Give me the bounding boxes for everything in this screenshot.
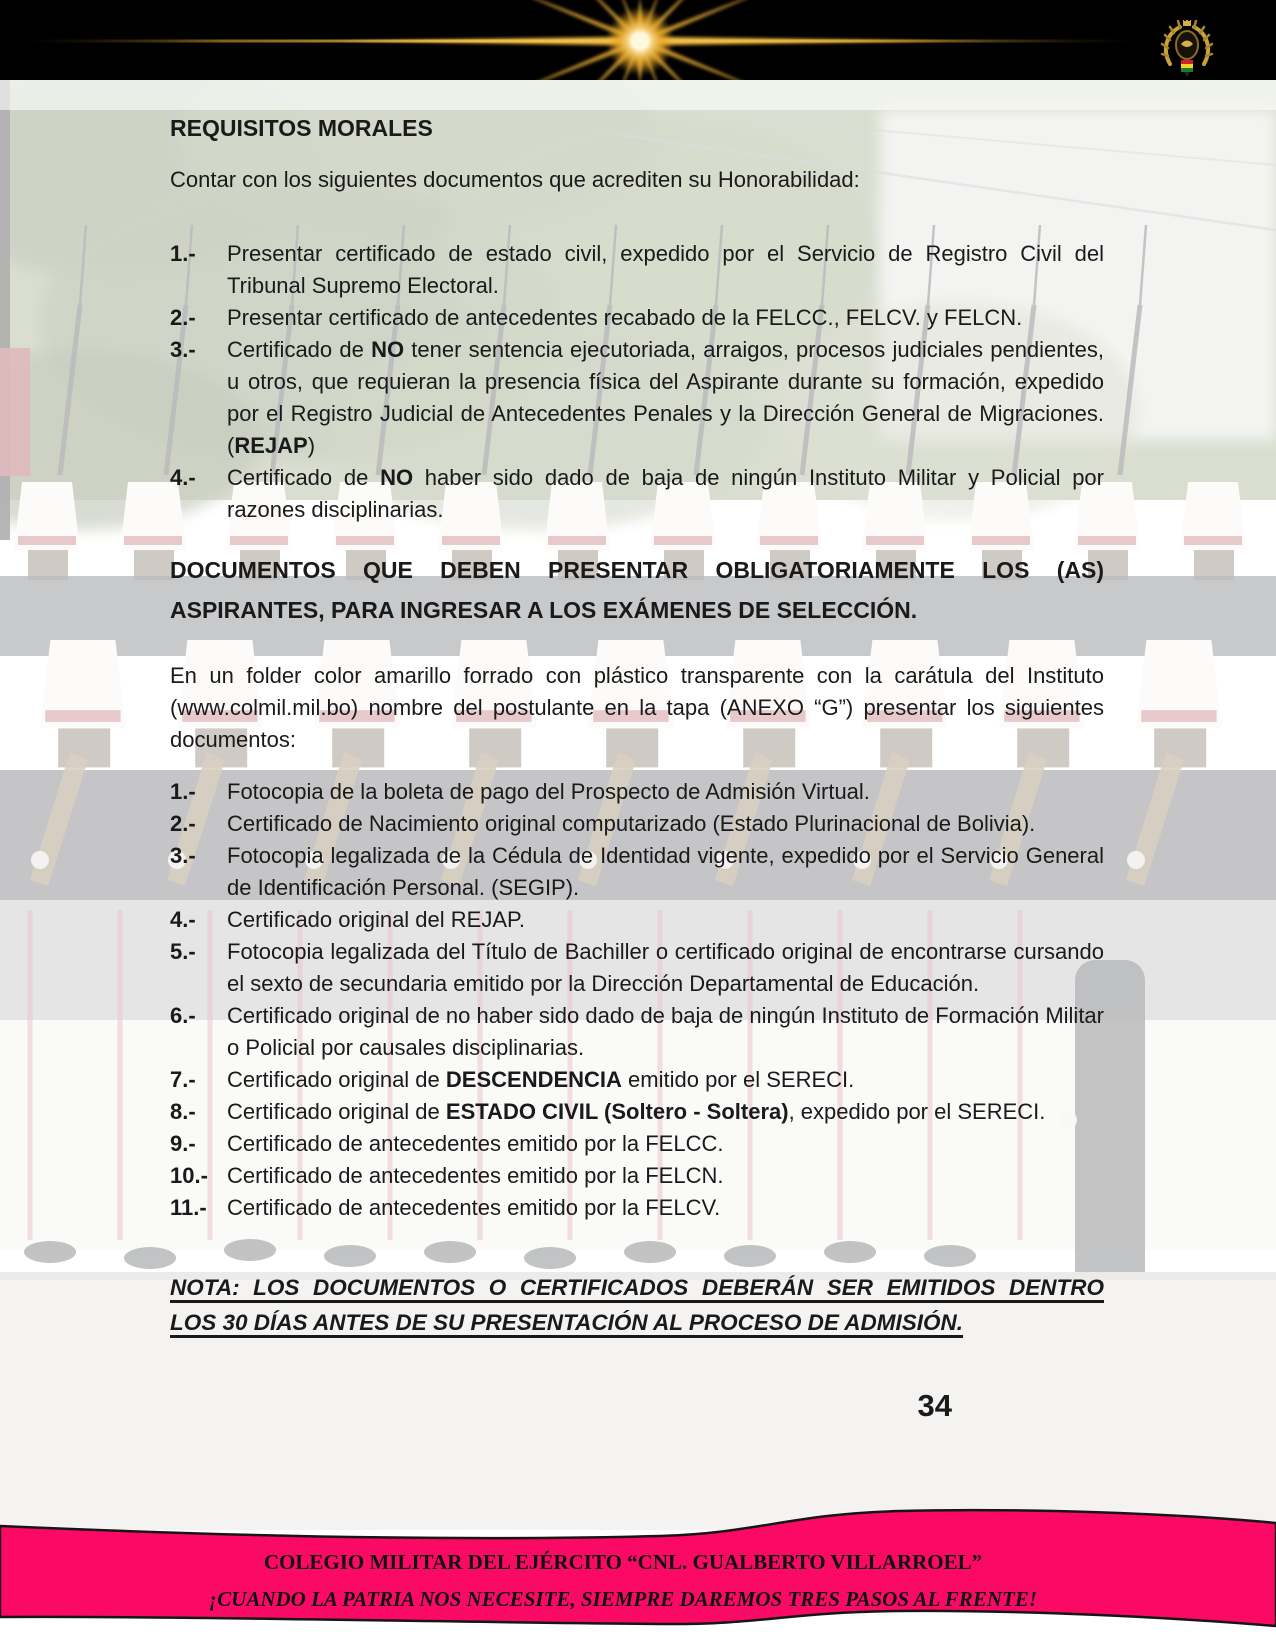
- list-item: [170, 1096, 1104, 1128]
- list-item-number: 1.-: [170, 241, 196, 266]
- list-item-text: Fotocopia de la boleta de pago del Prospecto de Admisión Virtual.: [227, 779, 870, 804]
- footer-college-name: COLEGIO MILITAR DEL EJÉRCITO “CNL. GUALBERTO VILLARROEL”: [263, 1550, 983, 1574]
- note-line1: NOTA: LOS DOCUMENTOS O CERTIFICADOS DEBERÁN SER EMITIDOS DENTRO: [170, 1275, 1104, 1300]
- list-item-number: 11.-: [170, 1195, 207, 1220]
- section1-title: REQUISITOS MORALES: [170, 115, 433, 141]
- note: [170, 1270, 1104, 1340]
- list-item-text: Fotocopia legalizada del Título de Bachiller o certificado original de encontrarse cursando el sexto de secundaria emitido por la Dirección Departamental de Educación.: [227, 939, 1104, 996]
- list-item-text: Fotocopia legalizada de la Cédula de Identidad vigente, expedido por el Servicio General de Identificación Personal. (SEGIP).: [227, 843, 1104, 900]
- list-item: [170, 1192, 1104, 1224]
- list-item: [170, 1128, 1104, 1160]
- list-item-text: Certificado de antecedentes emitido por la FELCC.: [227, 1131, 724, 1156]
- list-item-text: Certificado de NO tener sentencia ejecutoriada, arraigos, procesos judiciales pendientes, u otros, que requieran la presencia física del Aspirante durante su formación, expedido por el Registro Judicial de Antecedentes Penales y la Dirección General de Migraciones. (REJAP): [227, 337, 1104, 458]
- list-item: [170, 1064, 1104, 1096]
- list-item: [170, 1160, 1104, 1192]
- list-item-text: Presentar certificado de antecedentes recabado de la FELCC., FELCV. y FELCN.: [227, 305, 1023, 330]
- list-item: [170, 776, 1104, 808]
- light-flare-icon: [0, 0, 1276, 80]
- list-item-text: Certificado de NO haber sido dado de baja de ningún Instituto Militar y Policial por razones disciplinarias.: [227, 465, 1104, 522]
- list-item-text: Certificado original de ESTADO CIVIL (Soltero - Soltera), expedido por el SERECI.: [227, 1099, 1046, 1124]
- list-item: [170, 302, 1104, 334]
- section1-intro: Contar con los siguientes documentos que acrediten su Honorabilidad:: [170, 167, 860, 192]
- note-line2: LOS 30 DÍAS ANTES DE SU PRESENTACIÓN AL PROCESO DE ADMISIÓN.: [170, 1310, 964, 1335]
- list-item-text: Certificado original de no haber sido dado de baja de ningún Instituto de Formación Militar o Policial por causales disciplinarias.: [227, 1003, 1104, 1060]
- list-item-number: 7.-: [170, 1067, 196, 1092]
- section2-title: [170, 550, 1104, 630]
- list-item-number: 4.-: [170, 465, 196, 490]
- list-item: [170, 904, 1104, 936]
- list-item-number: 2.-: [170, 305, 196, 330]
- list-item-number: 1.-: [170, 779, 196, 804]
- list-item-number: 5.-: [170, 939, 196, 964]
- documents-list: [170, 776, 1104, 1224]
- page-content: [0, 80, 1276, 1422]
- footer-text: [0, 1544, 1246, 1618]
- list-item-number: 3.-: [170, 337, 196, 362]
- army-emblem-icon: [1160, 20, 1214, 78]
- folder-instructions: En un folder color amarillo forrado con plástico transparente con la carátula del Instituto (www.colmil.mil.bo) nombre del postulante en la tapa (ANEXO “G”) presentar los siguientes documentos:: [170, 663, 1104, 752]
- top-banner: [0, 0, 1276, 80]
- list-item-number: 8.-: [170, 1099, 196, 1124]
- list-item-number: 4.-: [170, 907, 196, 932]
- list-item-number: 10.-: [170, 1163, 208, 1188]
- list-item: [170, 840, 1104, 904]
- list-item-text: Certificado original del REJAP.: [227, 907, 525, 932]
- list-item: [170, 1000, 1104, 1064]
- list-item-text: Certificado original de DESCENDENCIA emitido por el SERECI.: [227, 1067, 855, 1092]
- section2-title-line1: DOCUMENTOS QUE DEBEN PRESENTAR OBLIGATORIAMENTE LOS (AS): [170, 557, 1104, 583]
- page-number: 34: [917, 1388, 952, 1423]
- list-item-text: Certificado de antecedentes emitido por la FELCV.: [227, 1195, 721, 1220]
- section2-title-line2: ASPIRANTES, PARA INGRESAR A LOS EXÁMENES DE SELECCIÓN.: [170, 597, 918, 623]
- list-item-text: Certificado de antecedentes emitido por la FELCN.: [227, 1163, 724, 1188]
- list-item: [170, 238, 1104, 302]
- list-item-text: Certificado de Nacimiento original computarizado (Estado Plurinacional de Bolivia).: [227, 811, 1036, 836]
- list-item: [170, 462, 1104, 526]
- footer-motto: ¡CUANDO LA PATRIA NOS NECESITE, SIEMPRE DAREMOS TRES PASOS AL FRENTE!: [209, 1587, 1037, 1611]
- list-item-number: 3.-: [170, 843, 196, 868]
- list-item-number: 9.-: [170, 1131, 196, 1156]
- list-item-text: Presentar certificado de estado civil, expedido por el Servicio de Registro Civil del Tribunal Supremo Electoral.: [227, 241, 1104, 298]
- moral-requirements-list: [170, 238, 1104, 526]
- list-item-number: 6.-: [170, 1003, 196, 1028]
- list-item: [170, 334, 1104, 462]
- list-item-number: 2.-: [170, 811, 196, 836]
- list-item: [170, 936, 1104, 1000]
- list-item: [170, 808, 1104, 840]
- footer-banner: [0, 1498, 1276, 1651]
